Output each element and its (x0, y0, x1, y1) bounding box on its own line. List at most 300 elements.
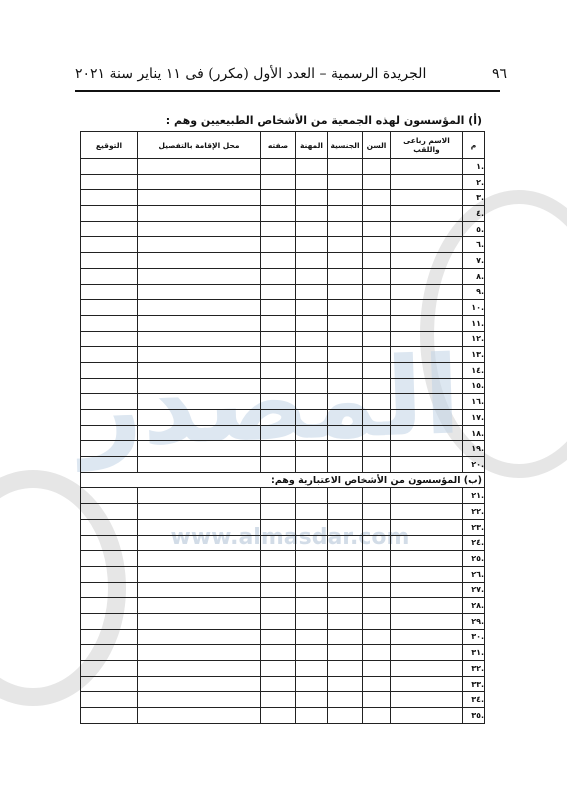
empty-cell (296, 566, 328, 582)
table-row (81, 362, 485, 378)
empty-cell (296, 237, 328, 253)
empty-cell (261, 676, 296, 692)
natural-persons-rows (81, 159, 485, 473)
empty-cell (296, 708, 328, 724)
row-number: .٣٤ (463, 692, 485, 708)
empty-cell (328, 708, 363, 724)
empty-cell (363, 362, 391, 378)
empty-cell (391, 237, 463, 253)
empty-cell (391, 582, 463, 598)
col-header-nationality: الجنسية (328, 132, 363, 159)
empty-cell (296, 315, 328, 331)
empty-cell (296, 457, 328, 473)
empty-cell (81, 598, 138, 614)
row-number: .٤ (463, 206, 485, 222)
empty-cell (363, 551, 391, 567)
empty-cell (138, 441, 261, 457)
empty-cell (328, 206, 363, 222)
empty-cell (363, 441, 391, 457)
empty-cell (138, 206, 261, 222)
section-b-divider (81, 472, 485, 488)
table-row (81, 551, 485, 567)
empty-cell (296, 535, 328, 551)
table-row (81, 441, 485, 457)
empty-cell (138, 268, 261, 284)
row-number: .٢٧ (463, 582, 485, 598)
empty-cell (81, 284, 138, 300)
empty-cell (261, 221, 296, 237)
table-row (81, 598, 485, 614)
empty-cell (328, 237, 363, 253)
empty-cell (328, 629, 363, 645)
empty-cell (138, 629, 261, 645)
empty-cell (261, 598, 296, 614)
empty-cell (391, 284, 463, 300)
empty-cell (261, 159, 296, 175)
empty-cell (296, 519, 328, 535)
empty-cell (81, 362, 138, 378)
empty-cell (296, 551, 328, 567)
row-number: .٢٨ (463, 598, 485, 614)
empty-cell (261, 410, 296, 426)
gazette-title: الجريدة الرسمية – العدد الأول (مكرر) فى ١١ يناير سنة ٢٠٢١ (75, 66, 427, 82)
empty-cell (138, 253, 261, 269)
empty-cell (296, 394, 328, 410)
empty-cell (328, 566, 363, 582)
table-row (81, 284, 485, 300)
empty-cell (363, 692, 391, 708)
empty-cell (391, 315, 463, 331)
empty-cell (328, 394, 363, 410)
empty-cell (81, 268, 138, 284)
table-row (81, 253, 485, 269)
empty-cell (363, 519, 391, 535)
empty-cell (296, 410, 328, 426)
table-row (81, 582, 485, 598)
empty-cell (363, 174, 391, 190)
empty-cell (363, 566, 391, 582)
empty-cell (261, 457, 296, 473)
col-header-profession: المهنة (296, 132, 328, 159)
empty-cell (81, 676, 138, 692)
empty-cell (296, 645, 328, 661)
empty-cell (81, 190, 138, 206)
empty-cell (261, 253, 296, 269)
empty-cell (261, 425, 296, 441)
empty-cell (363, 488, 391, 504)
empty-cell (296, 441, 328, 457)
empty-cell (328, 692, 363, 708)
row-number: .٢٠ (463, 457, 485, 473)
empty-cell (81, 394, 138, 410)
watermark-logo: المصدر (77, 333, 463, 472)
empty-cell (81, 410, 138, 426)
empty-cell (261, 441, 296, 457)
empty-cell (391, 488, 463, 504)
empty-cell (363, 378, 391, 394)
empty-cell (138, 331, 261, 347)
empty-cell (138, 221, 261, 237)
empty-cell (391, 253, 463, 269)
empty-cell (391, 676, 463, 692)
empty-cell (81, 692, 138, 708)
empty-cell (138, 504, 261, 520)
row-number: .٣٢ (463, 661, 485, 677)
row-number: .٣١ (463, 645, 485, 661)
empty-cell (261, 315, 296, 331)
section-a-caption: (أ) المؤسسون لهذه الجمعية من الأشخاص الطبيعيين وهم : (165, 114, 482, 127)
table-row (81, 676, 485, 692)
empty-cell (363, 598, 391, 614)
row-number: .٩ (463, 284, 485, 300)
page-header (75, 62, 507, 86)
empty-cell (138, 190, 261, 206)
empty-cell (363, 206, 391, 222)
empty-cell (328, 284, 363, 300)
table-row (81, 190, 485, 206)
empty-cell (328, 159, 363, 175)
row-number: .١٢ (463, 331, 485, 347)
table-row (81, 174, 485, 190)
table-row (81, 206, 485, 222)
empty-cell (261, 504, 296, 520)
empty-cell (81, 174, 138, 190)
empty-cell (328, 535, 363, 551)
empty-cell (261, 692, 296, 708)
table-row (81, 457, 485, 473)
empty-cell (81, 457, 138, 473)
row-number: .٣٥ (463, 708, 485, 724)
empty-cell (138, 347, 261, 363)
empty-cell (363, 394, 391, 410)
empty-cell (138, 598, 261, 614)
table-row (81, 566, 485, 582)
empty-cell (391, 551, 463, 567)
empty-cell (261, 488, 296, 504)
empty-cell (363, 331, 391, 347)
empty-cell (138, 300, 261, 316)
empty-cell (391, 708, 463, 724)
row-number: .١ (463, 159, 485, 175)
row-number: .٨ (463, 268, 485, 284)
row-number: .٣ (463, 190, 485, 206)
empty-cell (391, 598, 463, 614)
empty-cell (328, 425, 363, 441)
empty-cell (328, 551, 363, 567)
empty-cell (261, 190, 296, 206)
empty-cell (81, 519, 138, 535)
empty-cell (363, 661, 391, 677)
table-row (81, 535, 485, 551)
table-row (81, 331, 485, 347)
empty-cell (391, 331, 463, 347)
empty-cell (363, 535, 391, 551)
empty-cell (81, 300, 138, 316)
col-header-address: محل الإقامة بالتفصيل (138, 132, 261, 159)
empty-cell (138, 582, 261, 598)
empty-cell (328, 645, 363, 661)
empty-cell (81, 535, 138, 551)
row-number: .٢٤ (463, 535, 485, 551)
empty-cell (296, 362, 328, 378)
empty-cell (81, 378, 138, 394)
empty-cell (261, 347, 296, 363)
empty-cell (328, 598, 363, 614)
empty-cell (363, 284, 391, 300)
empty-cell (328, 410, 363, 426)
empty-cell (81, 425, 138, 441)
empty-cell (391, 645, 463, 661)
empty-cell (81, 708, 138, 724)
empty-cell (261, 566, 296, 582)
empty-cell (261, 519, 296, 535)
row-number: .٢٩ (463, 613, 485, 629)
empty-cell (296, 206, 328, 222)
table-row (81, 237, 485, 253)
empty-cell (81, 629, 138, 645)
empty-cell (138, 566, 261, 582)
empty-cell (391, 613, 463, 629)
empty-cell (261, 206, 296, 222)
table-row (81, 425, 485, 441)
empty-cell (81, 315, 138, 331)
empty-cell (363, 457, 391, 473)
row-number: .٢٥ (463, 551, 485, 567)
empty-cell (138, 519, 261, 535)
empty-cell (391, 519, 463, 535)
empty-cell (261, 284, 296, 300)
empty-cell (391, 692, 463, 708)
col-header-name: الاسم رباعى واللقب (391, 132, 463, 159)
empty-cell (81, 661, 138, 677)
table-row (81, 613, 485, 629)
empty-cell (81, 331, 138, 347)
empty-cell (261, 708, 296, 724)
empty-cell (363, 708, 391, 724)
empty-cell (138, 613, 261, 629)
row-number: .٢٦ (463, 566, 485, 582)
empty-cell (328, 457, 363, 473)
empty-cell (138, 645, 261, 661)
row-number: .١١ (463, 315, 485, 331)
empty-cell (138, 535, 261, 551)
col-header-index: م (463, 132, 485, 159)
empty-cell (363, 159, 391, 175)
empty-cell (81, 159, 138, 175)
empty-cell (81, 488, 138, 504)
empty-cell (391, 535, 463, 551)
empty-cell (138, 661, 261, 677)
empty-cell (81, 441, 138, 457)
empty-cell (391, 425, 463, 441)
table-row (81, 645, 485, 661)
row-number: .١٤ (463, 362, 485, 378)
empty-cell (138, 488, 261, 504)
empty-cell (328, 519, 363, 535)
empty-cell (261, 378, 296, 394)
empty-cell (138, 410, 261, 426)
row-number: .١٥ (463, 378, 485, 394)
empty-cell (363, 425, 391, 441)
empty-cell (328, 582, 363, 598)
empty-cell (138, 174, 261, 190)
empty-cell (391, 457, 463, 473)
empty-cell (328, 190, 363, 206)
empty-cell (363, 237, 391, 253)
empty-cell (363, 582, 391, 598)
empty-cell (261, 300, 296, 316)
empty-cell (391, 347, 463, 363)
row-number: .٧ (463, 253, 485, 269)
empty-cell (391, 174, 463, 190)
empty-cell (363, 347, 391, 363)
empty-cell (81, 237, 138, 253)
table-row (81, 692, 485, 708)
empty-cell (81, 566, 138, 582)
table-header-row (81, 132, 485, 159)
empty-cell (261, 535, 296, 551)
table-row (81, 708, 485, 724)
section-b-caption-row (81, 472, 485, 488)
empty-cell (296, 629, 328, 645)
empty-cell (81, 613, 138, 629)
empty-cell (391, 206, 463, 222)
empty-cell (296, 425, 328, 441)
empty-cell (296, 676, 328, 692)
empty-cell (328, 315, 363, 331)
empty-cell (363, 315, 391, 331)
empty-cell (261, 613, 296, 629)
empty-cell (81, 551, 138, 567)
empty-cell (328, 347, 363, 363)
empty-cell (261, 582, 296, 598)
empty-cell (261, 174, 296, 190)
empty-cell (138, 708, 261, 724)
empty-cell (81, 253, 138, 269)
empty-cell (328, 441, 363, 457)
empty-cell (363, 645, 391, 661)
empty-cell (328, 504, 363, 520)
legal-persons-rows (81, 488, 485, 723)
row-number: .٣٣ (463, 676, 485, 692)
empty-cell (328, 268, 363, 284)
empty-cell (328, 174, 363, 190)
empty-cell (391, 441, 463, 457)
empty-cell (391, 362, 463, 378)
empty-cell (296, 174, 328, 190)
empty-cell (328, 362, 363, 378)
empty-cell (363, 504, 391, 520)
table-row (81, 629, 485, 645)
row-number: .١٣ (463, 347, 485, 363)
row-number: .٥ (463, 221, 485, 237)
empty-cell (296, 268, 328, 284)
table-row (81, 221, 485, 237)
empty-cell (138, 676, 261, 692)
empty-cell (138, 159, 261, 175)
empty-cell (296, 331, 328, 347)
empty-cell (81, 504, 138, 520)
row-number: .١٩ (463, 441, 485, 457)
table-row (81, 661, 485, 677)
row-number: .١٨ (463, 425, 485, 441)
empty-cell (138, 457, 261, 473)
founders-table (80, 131, 485, 724)
header-rule (75, 90, 500, 92)
empty-cell (138, 315, 261, 331)
empty-cell (363, 629, 391, 645)
empty-cell (363, 410, 391, 426)
col-header-signature: التوقيع (81, 132, 138, 159)
empty-cell (81, 582, 138, 598)
empty-cell (391, 159, 463, 175)
empty-cell (391, 410, 463, 426)
empty-cell (261, 661, 296, 677)
empty-cell (363, 613, 391, 629)
empty-cell (261, 394, 296, 410)
section-b-caption: (ب) المؤسسون من الأشخاص الاعتبارية وهم: (81, 472, 485, 488)
empty-cell (261, 551, 296, 567)
empty-cell (363, 190, 391, 206)
empty-cell (296, 488, 328, 504)
watermark-url: www.almasdar.com (170, 525, 410, 550)
empty-cell (328, 331, 363, 347)
empty-cell (296, 159, 328, 175)
empty-cell (328, 488, 363, 504)
empty-cell (296, 190, 328, 206)
table-row (81, 159, 485, 175)
empty-cell (138, 394, 261, 410)
empty-cell (363, 253, 391, 269)
empty-cell (296, 582, 328, 598)
table-row (81, 300, 485, 316)
empty-cell (138, 692, 261, 708)
empty-cell (391, 300, 463, 316)
empty-cell (296, 253, 328, 269)
page-number: ٩٦ (491, 66, 507, 82)
table-row (81, 504, 485, 520)
table-row (81, 488, 485, 504)
empty-cell (328, 676, 363, 692)
empty-cell (391, 268, 463, 284)
empty-cell (363, 676, 391, 692)
empty-cell (138, 378, 261, 394)
table-row (81, 378, 485, 394)
row-number: .٦ (463, 237, 485, 253)
empty-cell (296, 692, 328, 708)
empty-cell (138, 284, 261, 300)
empty-cell (391, 629, 463, 645)
empty-cell (138, 237, 261, 253)
empty-cell (138, 362, 261, 378)
empty-cell (261, 268, 296, 284)
col-header-age: السن (363, 132, 391, 159)
empty-cell (296, 661, 328, 677)
table-row (81, 519, 485, 535)
empty-cell (296, 504, 328, 520)
empty-cell (81, 206, 138, 222)
empty-cell (391, 221, 463, 237)
row-number: .١٦ (463, 394, 485, 410)
empty-cell (328, 300, 363, 316)
table-row (81, 394, 485, 410)
empty-cell (391, 190, 463, 206)
empty-cell (328, 378, 363, 394)
row-number: .١٠ (463, 300, 485, 316)
empty-cell (391, 661, 463, 677)
empty-cell (391, 566, 463, 582)
empty-cell (328, 221, 363, 237)
